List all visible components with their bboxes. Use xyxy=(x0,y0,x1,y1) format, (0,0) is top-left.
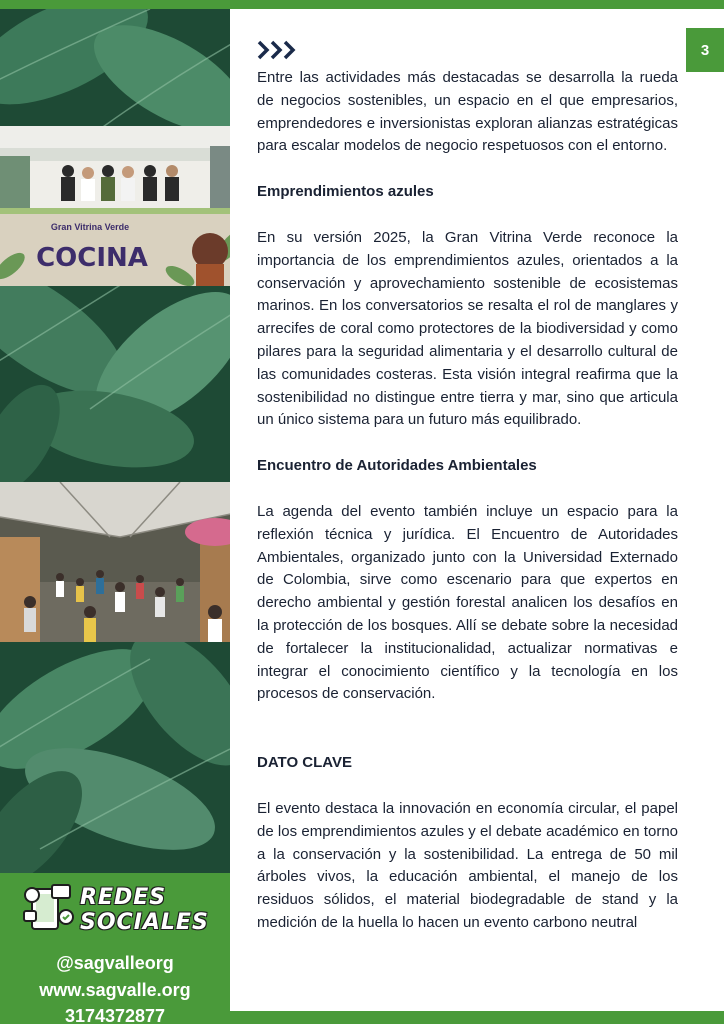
social-title-line2: SOCIALES xyxy=(80,910,209,935)
page-number: 3 xyxy=(686,28,724,72)
photo-event-crowd xyxy=(0,482,230,642)
left-image-column xyxy=(0,9,230,1024)
paragraph-encuentro-autoridades: La agenda del evento también incluye un espacio para la reflexión técnica y jurídica. El Encuentro de Autoridades Ambientales, organizado junto con la Universidad Externado de Colombia, sirve como escenario para que expertos en derecho ambiental y gestión forestal analicen los desafíos en la protección de los bosques. Allí se debate sobre la necesidad de fortalecer la institucionalidad, actualizar normativas e integrar el conocimiento científico y la tecnología en los procesos de conservación. xyxy=(257,502,678,703)
article-content xyxy=(257,67,678,935)
cocina-sign-text: COCINA xyxy=(36,243,148,273)
social-title-line1: REDES xyxy=(80,885,167,910)
social-media-icon xyxy=(22,881,76,935)
photo-cocina-stand xyxy=(0,126,230,286)
chevrons-icon xyxy=(257,40,299,60)
heading-dato-clave: DATO CLAVE xyxy=(257,754,353,772)
top-accent-bar xyxy=(0,0,724,9)
bottom-accent-bar xyxy=(230,1011,724,1024)
heading-encuentro-autoridades: Encuentro de Autoridades Ambientales xyxy=(257,457,537,475)
paragraph-dato-clave: El evento destaca la innovación en economía circular, el papel de los emprendimientos azules y el debate académico en torno a la conservación y la sostenibilidad. La entrega de 50 mil árboles vivos, la educación ambiental, el manejo de los residuos sólidos, el material biodegradable de stand y la medición de la huella lo hacen un evento carbono neutral xyxy=(257,799,678,931)
paragraph-rueda-negocios: Entre las actividades más destacadas se desarrolla la rueda de negocios sostenibles, un espacio en el que empresarios, emprendedores e inversionistas exploran alianzas estratégicas para escalar modelos de negocio respetuosos con el entorno. xyxy=(257,69,678,155)
social-title xyxy=(80,885,230,935)
social-handle: @sagvalleorg xyxy=(56,953,174,973)
website-link[interactable]: www.sagvalle.org xyxy=(39,980,191,1000)
social-media-panel xyxy=(0,873,230,1024)
phone-number: 3174372877 xyxy=(64,1006,166,1024)
cocina-banner-text: Gran Vitrina Verde xyxy=(50,222,130,232)
paragraph-emprendimientos-azules: En su versión 2025, la Gran Vitrina Verde reconoce la importancia de los emprendimientos azules, orientados a la conservación y aprovechamiento sostenible de ecosistemas marinos. En los conversatorios se resalta el rol de manglares y arrecifes de coral como protectores de la biodiversidad y como pilares para la seguridad alimentaria y el desarrollo cultural de las comunidades costeras. Esta visión integral reafirma que la sostenibilidad no distingue entre tierra y mar, sino que articula un único sistema para un futuro más equilibrado. xyxy=(257,228,678,429)
heading-emprendimientos-azules: Emprendimientos azules xyxy=(257,183,434,201)
